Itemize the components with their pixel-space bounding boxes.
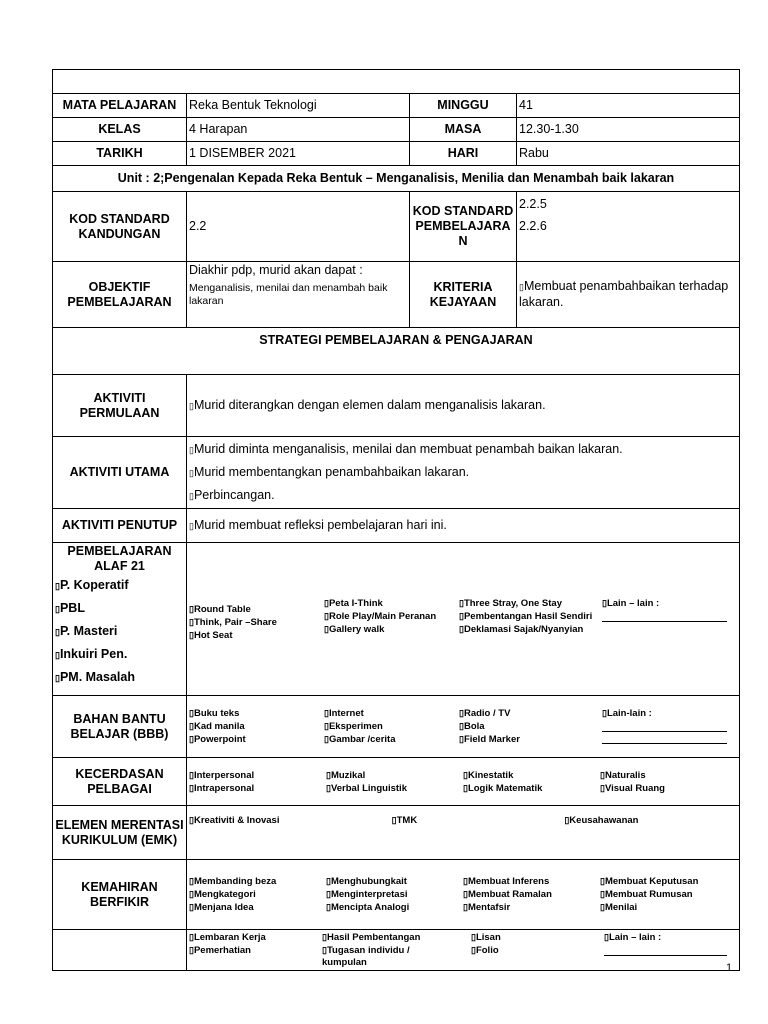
aktiviti-permulaan-value bbox=[187, 375, 740, 437]
bbb-option bbox=[189, 720, 324, 733]
bbb-option bbox=[189, 733, 324, 746]
aktiviti-utama-item bbox=[189, 461, 737, 484]
objektif-label: OBJEKTIF PEMBELAJARAN bbox=[53, 262, 187, 328]
pak21-list-item-text: PBL bbox=[59, 601, 85, 615]
pentaksiran-col-3 bbox=[455, 931, 604, 969]
kemahiran-option bbox=[326, 875, 463, 888]
pentaksiran-option-text: Pemerhatian bbox=[193, 945, 251, 956]
blank-line bbox=[604, 944, 727, 956]
row-kod-standard bbox=[53, 192, 740, 262]
row-emk bbox=[53, 806, 740, 860]
aktiviti-utama-item-text: Murid diminta menganalisis, menilai dan membuat penambah baikan lakaran. bbox=[193, 442, 623, 456]
pak21-col-3 bbox=[459, 597, 594, 642]
kecerdasan-col-4 bbox=[600, 769, 737, 795]
bbb-option-text: Eksperimen bbox=[328, 721, 383, 732]
pak21-col-1 bbox=[189, 597, 324, 642]
tarikh-value: 1 DISEMBER 2021 bbox=[187, 142, 410, 166]
kemahiran-option bbox=[189, 888, 326, 901]
row-aktiviti-permulaan bbox=[53, 375, 740, 437]
blank-line bbox=[602, 610, 727, 622]
kod-standard-pembelajaran-value bbox=[517, 192, 740, 262]
kemahiran-option bbox=[463, 875, 600, 888]
pentaksiran-label bbox=[53, 930, 187, 971]
bbb-option bbox=[459, 707, 594, 720]
row-kemahiran bbox=[53, 860, 740, 930]
row-mata-pelajaran bbox=[53, 94, 740, 118]
tarikh-label: TARIKH bbox=[53, 142, 187, 166]
bbb-col-2 bbox=[324, 707, 459, 746]
pentaksiran-option bbox=[604, 931, 737, 944]
unit-title: Unit : 2;Pengenalan Kepada Reka Bentuk – Menganalisis, Menilia dan Menambah baik lakaran bbox=[53, 166, 740, 192]
kemahiran-option bbox=[600, 875, 737, 888]
kemahiran-option-text: Mengkategori bbox=[193, 889, 256, 900]
pak21-option-text: Pembentangan Hasil Sendiri bbox=[463, 610, 593, 622]
pak21-option-text: Think, Pair –Share bbox=[193, 616, 277, 628]
pentaksiran-col-4 bbox=[604, 931, 737, 969]
pak21-list bbox=[55, 574, 184, 689]
kemahiran-option-text: Membanding beza bbox=[193, 876, 277, 887]
minggu-value: 41 bbox=[517, 94, 740, 118]
kemahiran-label: KEMAHIRAN BERFIKIR bbox=[53, 860, 187, 930]
aktiviti-permulaan-text: Murid diterangkan dengan elemen dalam menganalisis lakaran. bbox=[193, 397, 546, 412]
objektif-intro: Diakhir pdp, murid akan dapat : bbox=[189, 263, 363, 277]
objektif-value bbox=[187, 262, 410, 328]
kriteria-label: KRITERIA KEJAYAAN bbox=[410, 262, 517, 328]
kemahiran-option bbox=[326, 901, 463, 914]
row-pak21 bbox=[53, 543, 740, 696]
kod-sp-1: 2.2.5 bbox=[519, 197, 547, 211]
kemahiran-options bbox=[187, 860, 740, 930]
pentaksiran-option bbox=[322, 931, 455, 944]
aktiviti-utama-item-text: Perbincangan. bbox=[193, 488, 275, 502]
header-empty-row bbox=[53, 70, 740, 94]
pentaksiran-col-1 bbox=[189, 931, 322, 969]
aktiviti-penutup-value bbox=[187, 509, 740, 543]
kemahiran-option-text: Menginterpretasi bbox=[330, 889, 408, 900]
kemahiran-option-text: Membuat Rumusan bbox=[604, 889, 693, 900]
pak21-option bbox=[189, 616, 324, 629]
bbb-col-4 bbox=[594, 707, 737, 746]
kecerdasan-option bbox=[463, 782, 600, 795]
pak21-list-item bbox=[55, 597, 184, 620]
kemahiran-option-text: Menilai bbox=[604, 902, 638, 913]
pak21-option-text: Peta I-Think bbox=[328, 597, 383, 609]
aktiviti-penutup-label: AKTIVITI PENUTUP bbox=[53, 509, 187, 543]
kod-standard-pembelajaran-label: KOD STANDARD PEMBELAJARA N bbox=[410, 192, 517, 262]
row-pentaksiran bbox=[53, 930, 740, 971]
masa-label: MASA bbox=[410, 118, 517, 142]
row-strategi bbox=[53, 328, 740, 375]
pentaksiran-col-2 bbox=[322, 931, 455, 969]
pentaksiran-option-text: Lain – lain : bbox=[608, 932, 662, 943]
pak21-option bbox=[459, 623, 594, 636]
pentaksiran-option-text: Tugasan individu / kumpulan bbox=[322, 945, 410, 968]
pentaksiran-option-text: Lisan bbox=[475, 932, 501, 943]
pentaksiran-option bbox=[189, 931, 322, 944]
kecerdasan-option bbox=[326, 769, 463, 782]
kecerdasan-option bbox=[326, 782, 463, 795]
kemahiran-option bbox=[189, 901, 326, 914]
pentaksiran-option-text: Hasil Pembentangan bbox=[326, 932, 421, 943]
kemahiran-columns bbox=[189, 875, 737, 914]
kemahiran-option-text: Membuat Ramalan bbox=[467, 889, 552, 900]
kecerdasan-option-text: Kinestatik bbox=[467, 769, 514, 781]
kecerdasan-columns bbox=[189, 769, 737, 795]
kemahiran-option bbox=[600, 888, 737, 901]
blank-line bbox=[602, 732, 727, 744]
kriteria-text: Membuat penambahbaikan terhadap lakaran. bbox=[519, 279, 729, 309]
pentaksiran-option-text: Folio bbox=[475, 945, 499, 956]
kelas-label: KELAS bbox=[53, 118, 187, 142]
kemahiran-option bbox=[189, 875, 326, 888]
bbb-option bbox=[459, 720, 594, 733]
minggu-label: MINGGU bbox=[410, 94, 517, 118]
kemahiran-option-text: Menjana Idea bbox=[193, 902, 254, 913]
row-unit bbox=[53, 166, 740, 192]
emk-col-3 bbox=[564, 814, 737, 827]
emk-options bbox=[187, 806, 740, 860]
pak21-list-item-text: Inkuiri Pen. bbox=[59, 647, 128, 661]
aktiviti-utama-item bbox=[189, 438, 737, 461]
aktiviti-utama-label: AKTIVITI UTAMA bbox=[53, 437, 187, 509]
pak21-list-item bbox=[55, 666, 184, 689]
pentaksiran-columns bbox=[189, 931, 737, 969]
kecerdasan-option-text: Visual Ruang bbox=[604, 782, 665, 794]
emk-label: ELEMEN MERENTASI KURIKULUM (EMK) bbox=[53, 806, 187, 860]
pak21-option-text: Hot Seat bbox=[193, 629, 233, 641]
kemahiran-option-text: Mentafsir bbox=[467, 902, 511, 913]
kecerdasan-label: KECERDASAN PELBAGAI bbox=[53, 758, 187, 806]
pak21-option bbox=[324, 623, 459, 636]
bbb-option bbox=[324, 707, 459, 720]
kod-standard-kandungan-label: KOD STANDARD KANDUNGAN bbox=[53, 192, 187, 262]
kemahiran-col-4 bbox=[600, 875, 737, 914]
kemahiran-option bbox=[463, 901, 600, 914]
pak21-option bbox=[324, 610, 459, 623]
bbb-option bbox=[324, 733, 459, 746]
kemahiran-col-1 bbox=[189, 875, 326, 914]
emk-option-text: TMK bbox=[396, 815, 418, 826]
aktiviti-utama-item bbox=[189, 484, 737, 507]
kecerdasan-option bbox=[189, 782, 326, 795]
bbb-option-text: Kad manila bbox=[193, 721, 245, 732]
pak21-option-text: Gallery walk bbox=[328, 623, 385, 635]
pak21-option-text: Lain – lain : bbox=[606, 597, 660, 609]
pentaksiran-options bbox=[187, 930, 740, 971]
kecerdasan-col-2 bbox=[326, 769, 463, 795]
bbb-option bbox=[324, 720, 459, 733]
bbb-col-3 bbox=[459, 707, 594, 746]
kecerdasan-option bbox=[600, 782, 737, 795]
kecerdasan-option-text: Naturalis bbox=[604, 769, 646, 781]
pak21-list-item-text: PM. Masalah bbox=[59, 670, 135, 684]
kecerdasan-option bbox=[463, 769, 600, 782]
aktiviti-penutup-text: Murid membuat refleksi pembelajaran hari ini. bbox=[193, 517, 447, 532]
mata-pelajaran-value: Reka Bentuk Teknologi bbox=[187, 94, 410, 118]
row-aktiviti-utama bbox=[53, 437, 740, 509]
pentaksiran-option bbox=[322, 944, 455, 969]
kecerdasan-col-3 bbox=[463, 769, 600, 795]
kemahiran-option-text: Membuat Inferens bbox=[467, 876, 550, 887]
pak21-option bbox=[324, 597, 459, 610]
pak21-col-2 bbox=[324, 597, 459, 642]
pak21-option bbox=[189, 629, 324, 642]
bbb-option-text: Bola bbox=[463, 721, 485, 732]
bbb-option bbox=[459, 733, 594, 746]
pentaksiran-option bbox=[189, 944, 322, 957]
pak21-list-item bbox=[55, 643, 184, 666]
bbb-option-text: Buku teks bbox=[193, 708, 240, 719]
kemahiran-option-text: Menghubungkait bbox=[330, 876, 407, 887]
kecerdasan-option-text: Logik Matematik bbox=[467, 782, 543, 794]
aktiviti-permulaan-label: AKTIVITI PERMULAAN bbox=[53, 375, 187, 437]
kemahiran-col-2 bbox=[326, 875, 463, 914]
pak21-list-item-text: P. Masteri bbox=[59, 624, 118, 638]
bbb-option bbox=[602, 707, 737, 720]
pak21-option-text: Round Table bbox=[193, 603, 251, 615]
kecerdasan-option-text: Interpersonal bbox=[193, 769, 255, 781]
kemahiran-option-text: Membuat Keputusan bbox=[604, 876, 699, 887]
bbb-label: BAHAN BANTU BELAJAR (BBB) bbox=[53, 696, 187, 758]
bbb-option-text: Powerpoint bbox=[193, 734, 246, 745]
row-kecerdasan bbox=[53, 758, 740, 806]
kemahiran-option bbox=[463, 888, 600, 901]
masa-value: 12.30-1.30 bbox=[517, 118, 740, 142]
bbb-columns bbox=[189, 707, 737, 746]
pak21-list-item bbox=[55, 620, 184, 643]
kecerdasan-option-text: Intrapersonal bbox=[193, 782, 255, 794]
kemahiran-option-text: Mencipta Analogi bbox=[330, 902, 410, 913]
pak21-option bbox=[602, 597, 737, 610]
lesson-plan-table bbox=[52, 69, 740, 971]
bbb-col-1 bbox=[189, 707, 324, 746]
kecerdasan-option-text: Verbal Linguistik bbox=[330, 782, 407, 794]
pentaksiran-option bbox=[471, 931, 604, 944]
pak21-option bbox=[459, 610, 594, 623]
hari-label: HARI bbox=[410, 142, 517, 166]
kriteria-value bbox=[517, 262, 740, 328]
bbb-option-text: Field Marker bbox=[463, 734, 520, 745]
page-number: 1 bbox=[726, 962, 733, 974]
row-aktiviti-penutup bbox=[53, 509, 740, 543]
pentaksiran-option bbox=[471, 944, 604, 957]
aktiviti-utama-item-text: Murid membentangkan penambahbaikan lakaran. bbox=[193, 465, 470, 479]
pak21-options bbox=[187, 543, 740, 696]
aktiviti-utama-value bbox=[187, 437, 740, 509]
emk-col-2 bbox=[362, 814, 565, 827]
blank-line bbox=[602, 720, 727, 732]
pak21-option-text: Role Play/Main Peranan bbox=[328, 610, 437, 622]
row-tarikh bbox=[53, 142, 740, 166]
row-kelas bbox=[53, 118, 740, 142]
bbb-option-text: Internet bbox=[328, 708, 364, 719]
kemahiran-option bbox=[326, 888, 463, 901]
hari-value: Rabu bbox=[517, 142, 740, 166]
bbb-options bbox=[187, 696, 740, 758]
kecerdasan-option bbox=[189, 769, 326, 782]
kelas-value: 4 Harapan bbox=[187, 118, 410, 142]
row-bbb bbox=[53, 696, 740, 758]
row-objektif bbox=[53, 262, 740, 328]
pak21-option-text: Deklamasi Sajak/Nyanyian bbox=[463, 623, 584, 635]
pak21-columns bbox=[189, 597, 737, 642]
emk-columns bbox=[189, 814, 737, 827]
emk-option-text: Kreativiti & Inovasi bbox=[193, 815, 280, 826]
pak21-col-4 bbox=[594, 597, 737, 642]
pak21-option bbox=[189, 603, 324, 616]
emk-option-text: Keusahawanan bbox=[569, 815, 639, 826]
pak21-option-text: Three Stray, One Stay bbox=[463, 597, 562, 609]
mata-pelajaran-label: MATA PELAJARAN bbox=[53, 94, 187, 118]
kemahiran-option bbox=[600, 901, 737, 914]
emk-col-1 bbox=[189, 814, 362, 827]
bbb-option-text: Gambar /cerita bbox=[328, 734, 396, 745]
pak21-option bbox=[459, 597, 594, 610]
bbb-option-text: Lain-lain : bbox=[606, 708, 652, 719]
pak21-list-item-text: P. Koperatif bbox=[59, 578, 129, 592]
pak21-list-item bbox=[55, 574, 184, 597]
pak21-label-cell bbox=[53, 543, 187, 696]
objektif-text: Menganalisis, menilai dan menambah baik lakaran bbox=[189, 282, 388, 307]
bbb-option bbox=[189, 707, 324, 720]
kod-sp-2: 2.2.6 bbox=[519, 219, 547, 233]
kecerdasan-col-1 bbox=[189, 769, 326, 795]
kod-standard-kandungan-value: 2.2 bbox=[187, 192, 410, 262]
strategi-title: STRATEGI PEMBELAJARAN & PENGAJARAN bbox=[53, 328, 740, 375]
kecerdasan-option bbox=[600, 769, 737, 782]
kecerdasan-option-text: Muzikal bbox=[330, 769, 366, 781]
kecerdasan-options bbox=[187, 758, 740, 806]
kemahiran-col-3 bbox=[463, 875, 600, 914]
pentaksiran-option-text: Lembaran Kerja bbox=[193, 932, 266, 943]
bbb-option-text: Radio / TV bbox=[463, 708, 511, 719]
pak21-label: PEMBELAJARAN ALAF 21 bbox=[67, 544, 172, 573]
